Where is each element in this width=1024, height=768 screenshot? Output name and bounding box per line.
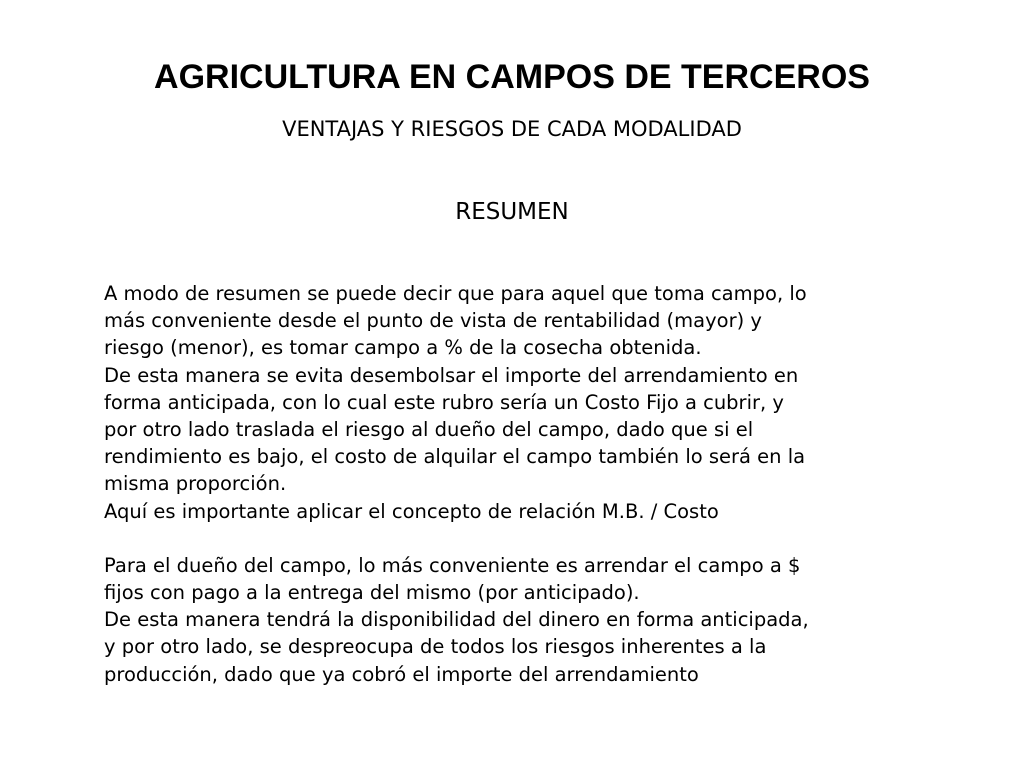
- section-heading: RESUMEN: [455, 199, 569, 225]
- body-line: Aquí es importante aplicar el concepto de relación M.B. / Costo: [104, 499, 719, 523]
- slide-subtitle: VENTAJAS Y RIESGOS DE CADA MODALIDAD: [282, 117, 742, 141]
- body-line: A modo de resumen se puede decir que para aquel que toma campo, lo: [104, 282, 807, 305]
- body-line: forma anticipada, con lo cual este rubro sería un Costo Fijo a cubrir, y: [104, 390, 784, 414]
- body-line: por otro lado traslada el riesgo al dueño del campo, dado que si el: [104, 417, 754, 441]
- body-line: producción, dado que ya cobró el importe del arrendamiento: [104, 662, 699, 686]
- body-line: rendimiento es bajo, el costo de alquilar el campo también lo será en la: [104, 445, 806, 469]
- body-line: De esta manera se evita desembolsar el importe del arrendamiento en: [104, 363, 799, 387]
- body-line: Para el dueño del campo, lo más conveniente es arrendar el campo a $: [104, 553, 801, 577]
- paragraph-spacer: [104, 525, 934, 552]
- body-line: fijos con pago a la entrega del mismo (por anticipado).: [104, 581, 640, 605]
- body-text: [104, 280, 934, 688]
- body-line: De esta manera tendrá la disponibilidad del dinero en forma anticipada,: [104, 608, 809, 632]
- body-line: y por otro lado, se despreocupa de todos los riesgos inherentes a la: [104, 635, 767, 659]
- slide-title: AGRICULTURA EN CAMPOS DE TERCEROS: [154, 58, 870, 96]
- body-line: más conveniente desde el punto de vista de rentabilidad (mayor) y: [104, 309, 762, 333]
- body-line: misma proporción.: [104, 472, 287, 496]
- body-line: riesgo (menor), es tomar campo a % de la cosecha obtenida.: [104, 336, 702, 360]
